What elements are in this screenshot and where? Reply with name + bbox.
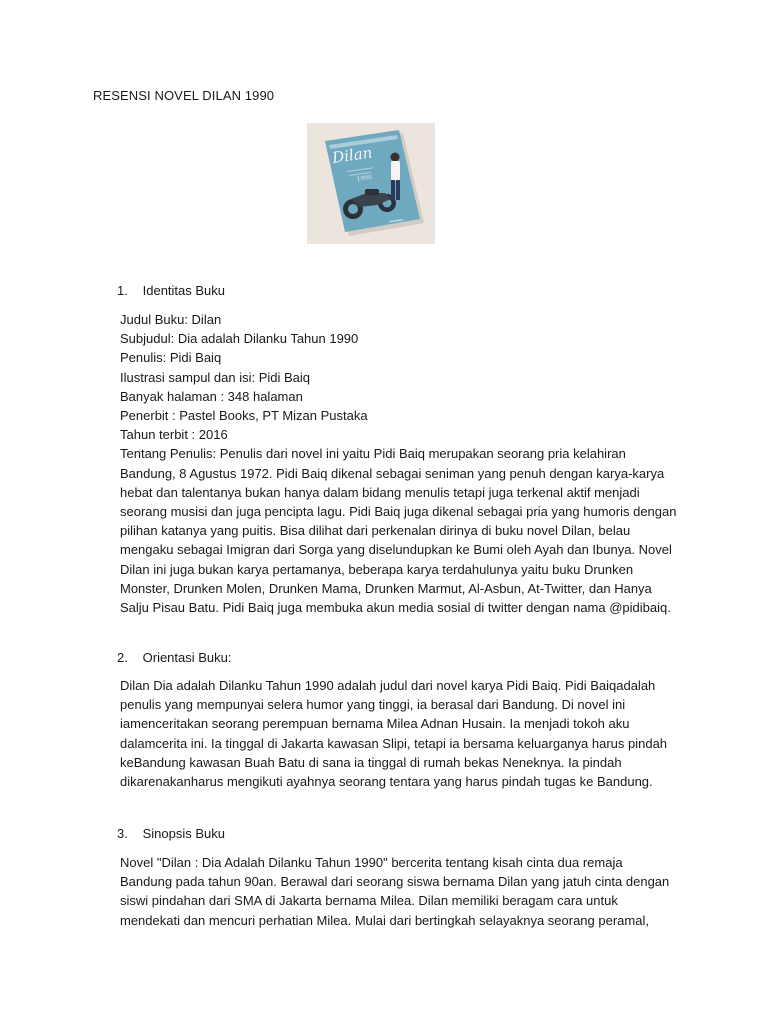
body-line: Subjudul: Dia adalah Dilanku Tahun 1990 [120, 331, 359, 347]
body-line: dalamcerita ini. Ia tinggal di Jakarta kawasan Slipi, tetapi ia bersama keluarganya harus pindah [120, 735, 668, 751]
body-line: Bandung, 8 Agustus 1972. Pidi Baiq dikenal sebagai seniman yang penuh dengan karya-karya [120, 465, 665, 481]
body-line: Tahun terbit : 2016 [120, 427, 228, 443]
body-line: Banyak halaman : 348 halaman [120, 388, 303, 404]
body-line: pilihan katanya yang puitis. Bisa dilihat dari perkenalan dirinya di buku novel Dilan, belau [120, 523, 631, 539]
body-line: Ilustrasi sampul dan isi: Pidi Baiq [120, 369, 311, 385]
body-line: siswi pindahan dari SMA di Jakarta bernama Milea. Dilan memiliki beragam cara untuk [120, 893, 618, 909]
body-line: seorang musisi dan juga pencipta lagu. Pidi Baiq juga dikenal sebagai pria yang humoris dengan [120, 504, 677, 520]
section-heading-sinopsis [117, 826, 225, 841]
body-line: penulis yang mempunyai selera humor yang tinggi, ia berasal dari Bandung. Di novel ini [120, 697, 626, 713]
body-line: Monster, Drunken Molen, Drunken Mama, Drunken Marmut, Al-Asbun, At-Twitter, dan Hanya [120, 580, 652, 596]
cover-title: Dilan [331, 143, 374, 167]
body-line: Bandung pada tahun 90an. Berawal dari seorang siswa bernama Dilan yang jatuh cinta dengan [120, 874, 670, 890]
section-number: 2. [117, 650, 128, 665]
section-title: Orientasi Buku: [142, 650, 232, 665]
document-title: RESENSI NOVEL DILAN 1990 [93, 88, 275, 103]
body-line: mendekati dan mencuri perhatian Milea. Mulai dari bertingkah selayaknya seorang peramal, [120, 912, 649, 928]
section-body-orientasi [120, 676, 680, 791]
body-line: Dilan ini juga bukan karya pertamanya, beberapa karya terdahulunya yaitu buku Drunken [120, 561, 634, 577]
section-title: Identitas Buku [142, 283, 226, 298]
section-number: 3. [117, 826, 128, 841]
book-cover-photo [307, 123, 435, 244]
body-line: Novel "Dilan : Dia Adalah Dilanku Tahun 1990" bercerita tentang kisah cinta dua remaja [120, 855, 623, 870]
section-heading-identitas [117, 283, 225, 298]
section-heading-orientasi [117, 650, 232, 665]
body-line: Penulis: Pidi Baiq [120, 350, 222, 366]
body-line: Salju Pisau Batu. Pidi Baiq juga membuka akun media sosial di twitter dengan nama @pidibaiq. [120, 600, 671, 616]
section-title: Sinopsis Buku [142, 826, 226, 841]
body-line: Dilan Dia adalah Dilanku Tahun 1990 adalah judul dari novel karya Pidi Baiq. Pidi Baiqadalah [120, 678, 656, 693]
section-number: 1. [117, 283, 128, 298]
body-line: mengaku sebagai Imigran dari Sorga yang diselundupkan ke Bumi oleh Ayah dan Ibunya. Novel [120, 542, 672, 558]
body-line: Penerbit : Pastel Books, PT Mizan Pustaka [120, 408, 368, 424]
section-body-identitas [120, 310, 680, 617]
cover-year: 1990 [356, 173, 373, 183]
body-line: dikarenakanharus mengikuti ayahnya seorang tentara yang harus pindah tugas ke Bandung. [120, 774, 653, 790]
body-line: keBandung kawasan Buah Batu di sana ia tinggal di rumah bekas Neneknya. Ia pindah [120, 754, 622, 770]
body-line: Judul Buku: Dilan [120, 312, 222, 327]
book-cover-image [307, 123, 435, 244]
section-body-sinopsis [120, 853, 680, 930]
body-line: hebat dan talentanya bukan hanya dalam bidang menulis tetapi juga terkenal aktif menjadi [120, 484, 640, 500]
body-line: Tentang Penulis: Penulis dari novel ini yaitu Pidi Baiq merupakan seorang pria kelahiran [120, 446, 626, 462]
body-line: iamenceritakan seorang perempuan bernama Milea Adnan Husain. Ia menjadi tokoh aku [120, 716, 630, 732]
